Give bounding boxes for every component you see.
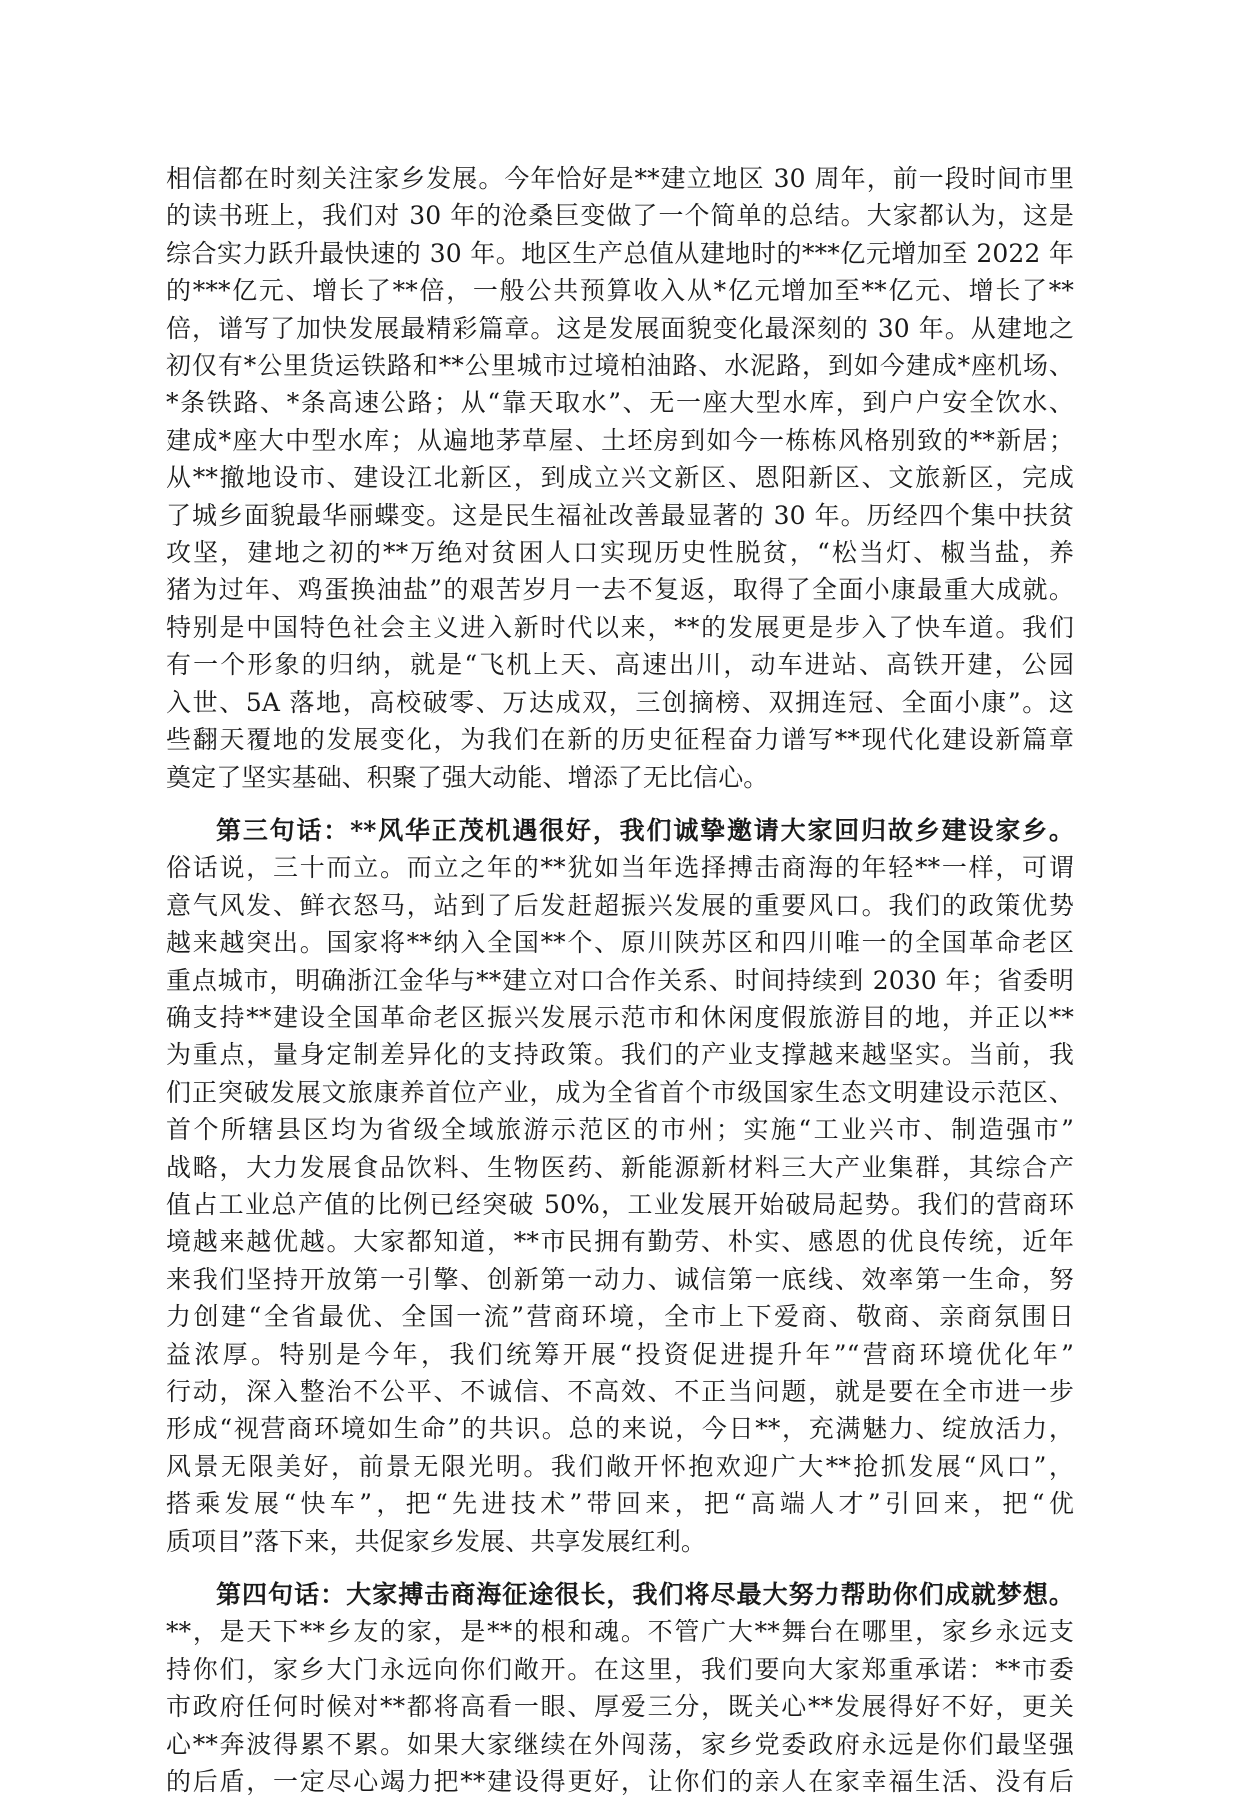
text-line: 越来越突出。国家将**纳入全国**个、原川陕苏区和四川唯一的全国革命老区 [166, 928, 1074, 958]
text-line: 境越来越优越。大家都知道，**市民拥有勤劳、朴实、感恩的优良传统，近年 [166, 1227, 1074, 1257]
text-line: 们正突破发展文旅康养首位产业，成为全省首个市级国家生态文明建设示范区、 [166, 1077, 1074, 1107]
text-line: *条铁路、*条高速公路；从“靠天取水”、无一座大型水库，到户户安全饮水、 [166, 388, 1074, 418]
text-line: 倍，谱写了加快发展最精彩篇章。这是发展面貌变化最深刻的 30 年。从建地之 [166, 313, 1074, 343]
text-line: 了城乡面貌最华丽蝶变。这是民生福祉改善最显著的 30 年。历经四个集中扶贫 [166, 500, 1074, 530]
text-line: 综合实力跃升最快速的 30 年。地区生产总值从建地时的***亿元增加至 2022 年 [166, 238, 1074, 268]
text-line: 初仅有*公里货运铁路和**公里城市过境柏油路、水泥路，到如今建成*座机场、 [166, 351, 1074, 381]
paragraph-development-review [166, 160, 1074, 796]
text-line: 形成“视营商环境如生命”的共识。总的来说，今日**，充满魅力、绽放活力， [166, 1414, 1074, 1444]
document-body [166, 160, 1074, 1800]
text-line: 俗话说，三十而立。而立之年的**犹如当年选择搏击商海的年轻**一样，可谓 [166, 853, 1074, 883]
text-line: 特别是中国特色社会主义进入新时代以来，**的发展更是步入了快车道。我们 [166, 612, 1074, 642]
text-line: 相信都在时刻关注家乡发展。今年恰好是**建立地区 30 周年，前一段时间市里 [166, 164, 1074, 193]
paragraph-fourth-point [166, 1576, 1074, 1800]
text-line: 建成*座大中型水库；从遍地茅草屋、土坯房到如今一栋栋风格别致的**新居； [166, 425, 1074, 455]
text-line: 来我们坚持开放第一引擎、创新第一动力、诚信第一底线、效率第一生命，努 [166, 1264, 1074, 1294]
text-line: **，是天下**乡友的家，是**的根和魂。不管广大**舞台在哪里，家乡永远支 [166, 1617, 1074, 1647]
text-line: 心**奔波得累不累。如果大家继续在外闯荡，家乡党委政府永远是你们最坚强 [166, 1729, 1074, 1759]
text-line: 入世、5A 落地，高校破零、万达成双，三创摘榜、双拥连冠、全面小康”。这 [166, 687, 1074, 717]
text-line: 首个所辖县区均为省级全域旅游示范区的市州；实施“工业兴市、制造强市” [166, 1115, 1074, 1145]
text-line: 些翻天覆地的发展变化，为我们在新的历史征程奋力谱写**现代化建设新篇章 [166, 725, 1074, 755]
text-line: 确支持**建设全国革命老区振兴发展示范市和休闲度假旅游目的地，并正以** [166, 1002, 1074, 1032]
text-line: 力创建“全省最优、全国一流”营商环境，全市上下爱商、敬商、亲商氛围日 [166, 1302, 1074, 1332]
text-line: 猪为过年、鸡蛋换油盐”的艰苦岁月一去不复返，取得了全面小康最重大成就。 [166, 575, 1074, 605]
section-heading-fourth: 第四句话：大家搏击商海征途很长，我们将尽最大努力帮助你们成就梦想。 [216, 1580, 1074, 1610]
text-line: 意气风发、鲜衣怒马，站到了后发赶超振兴发展的重要风口。我们的政策优势 [166, 890, 1074, 920]
text-line: 行动，深入整治不公平、不诚信、不高效、不正当问题，就是要在全市进一步 [166, 1377, 1074, 1406]
text-line: 战略，大力发展食品饮料、生物医药、新能源新材料三大产业集群，其综合产 [166, 1152, 1074, 1182]
text-line: 值占工业总产值的比例已经突破 50%，工业发展开始破局起势。我们的营商环 [166, 1189, 1074, 1219]
section-heading-third: 第三句话：**风华正茂机遇很好，我们诚挚邀请大家回归故乡建设家乡。 [216, 815, 1074, 845]
text-line: 市政府任何时候对**都将高看一眼、厚爱三分，既关心**发展得好不好，更关 [166, 1692, 1074, 1722]
text-line: 重点城市，明确浙江金华与**建立对口合作关系、时间持续到 2030 年；省委明 [166, 965, 1074, 995]
text-line: 奠定了坚实基础、积聚了强大动能、增添了无比信心。 [166, 762, 769, 792]
paragraph-third-point [166, 812, 1074, 1560]
text-line: 的读书班上，我们对 30 年的沧桑巨变做了一个简单的总结。大家都认为，这是 [166, 201, 1074, 231]
text-line: 益浓厚。特别是今年，我们统筹开展“投资促进提升年”“营商环境优化年” [166, 1339, 1074, 1369]
text-line: 为重点，量身定制差异化的支持政策。我们的产业支撑越来越坚实。当前，我 [166, 1040, 1074, 1070]
text-line: 的***亿元、增长了**倍，一般公共预算收入从*亿元增加至**亿元、增长了** [166, 276, 1074, 306]
text-line: 的后盾，一定尽心竭力把**建设得更好，让你们的亲人在家幸福生活、没有后 [166, 1767, 1074, 1797]
text-line: 质项目”落下来，共促家乡发展、共享发展红利。 [166, 1526, 706, 1556]
text-line: 攻坚，建地之初的**万绝对贫困人口实现历史性脱贫，“松当灯、椒当盐，养 [166, 538, 1074, 568]
text-line: 从**撤地设市、建设江北新区，到成立兴文新区、恩阳新区、文旅新区，完成 [166, 463, 1074, 493]
text-line: 持你们，家乡大门永远向你们敞开。在这里，我们要向大家郑重承诺：**市委 [166, 1654, 1074, 1684]
text-line: 搭乘发展“快车”，把“先进技术”带回来，把“高端人才”引回来，把“优 [166, 1489, 1074, 1519]
text-line: 风景无限美好，前景无限光明。我们敞开怀抱欢迎广大**抢抓发展“风口”， [166, 1451, 1074, 1481]
text-line: 有一个形象的归纳，就是“飞机上天、高速出川，动车进站、高铁开建，公园 [166, 650, 1074, 680]
